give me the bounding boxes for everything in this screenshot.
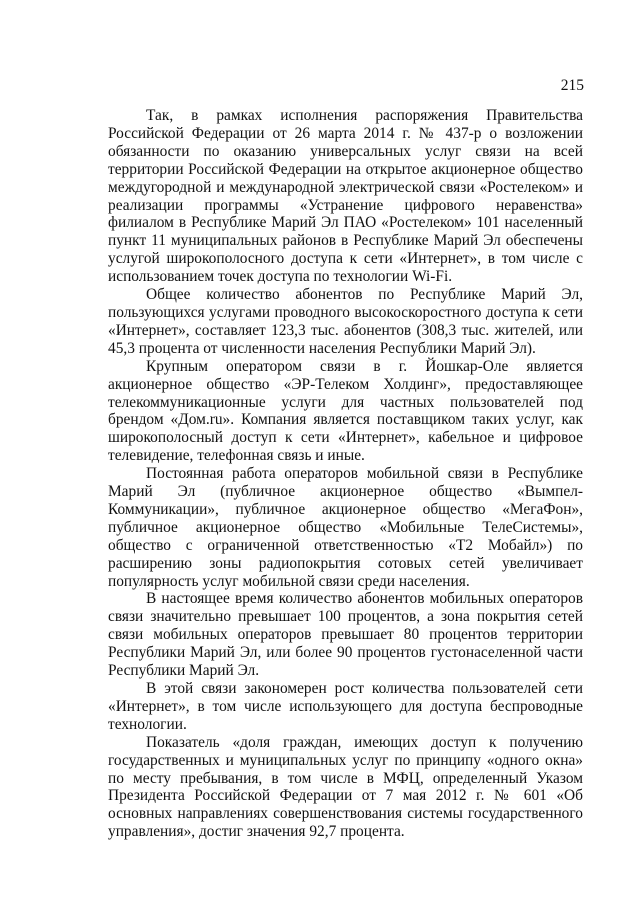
paragraph-universal-services: Так, в рамках исполнения распоряжения Правительства Российской Федерации от 26 марта 2014 г. № 437-р о возложении обязанности по оказанию универсальных услуг связи на всей территории Российской Федерации на открытое акционерное общество междугородной и международной электрической связи «Ростелеком» и реализации программы «Устранение цифрового неравенства» филиалом в Республике Марий Эл ПАО «Ростелеком» 101 населенный пункт 11 муниципальных районов в Республике Марий Эл обеспечены услугой широкополосного доступа к сети «Интернет», в том числе с использованием точек доступа по технологии Wi-Fi.	[108, 107, 583, 286]
paragraph-internet-growth: В этой связи закономерен рост количества пользователей сети «Интернет», в том числе использующего для доступа беспроводные технологии.	[108, 680, 583, 733]
paragraph-mobile-operators: Постоянная работа операторов мобильной связи в Республике Марий Эл (публичное акционерное общество «Вымпел-Коммуникации», публичное акционерное общество «МегаФон», публичное акционерное общество «Мобильные ТелеСистемы», общество с ограниченной ответственностью «Т2 Мобайл») по расширению зоны радиопокрытия сотовых сетей увеличивает популярность услуг мобильной связи среди населения.	[108, 465, 583, 590]
paragraph-er-telecom: Крупным оператором связи в г. Йошкар-Оле является акционерное общество «ЭР-Телеком Холдинг», предоставляющее телекоммуникационные услуги для частных пользователей под брендом «Дом.ru». Компания является поставщиком таких услуг, как широкополосный доступ к сети «Интернет», кабельное и цифровое телевидение, телефонная связь и иные.	[108, 357, 583, 465]
paragraph-mobile-coverage: В настоящее время количество абонентов мобильных операторов связи значительно превышает 100 процентов, а зона покрытия сетей связи мобильных операторов превышает 80 процентов территории Республики Марий Эл, или более 90 процентов густонаселенной части Республики Марий Эл.	[108, 590, 583, 680]
page-number: 215	[560, 77, 584, 94]
document-body	[108, 107, 583, 841]
paragraph-wired-subscribers: Общее количество абонентов по Республике Марий Эл, пользующихся услугами проводного высокоскоростного доступа к сети «Интернет», составляет 123,3 тыс. абонентов (308,3 тыс. жителей, или 45,3 процента от численности населения Республики Марий Эл).	[108, 286, 583, 357]
paragraph-mfc-indicator: Показатель «доля граждан, имеющих доступ к получению государственных и муниципальных услуг по принципу «одного окна» по месту пребывания, в том числе в МФЦ, определенный Указом Президента Российской Федерации от 7 мая 2012 г. № 601 «Об основных направлениях совершенствования системы государственного управления», достиг значения 92,7 процента.	[108, 733, 583, 841]
